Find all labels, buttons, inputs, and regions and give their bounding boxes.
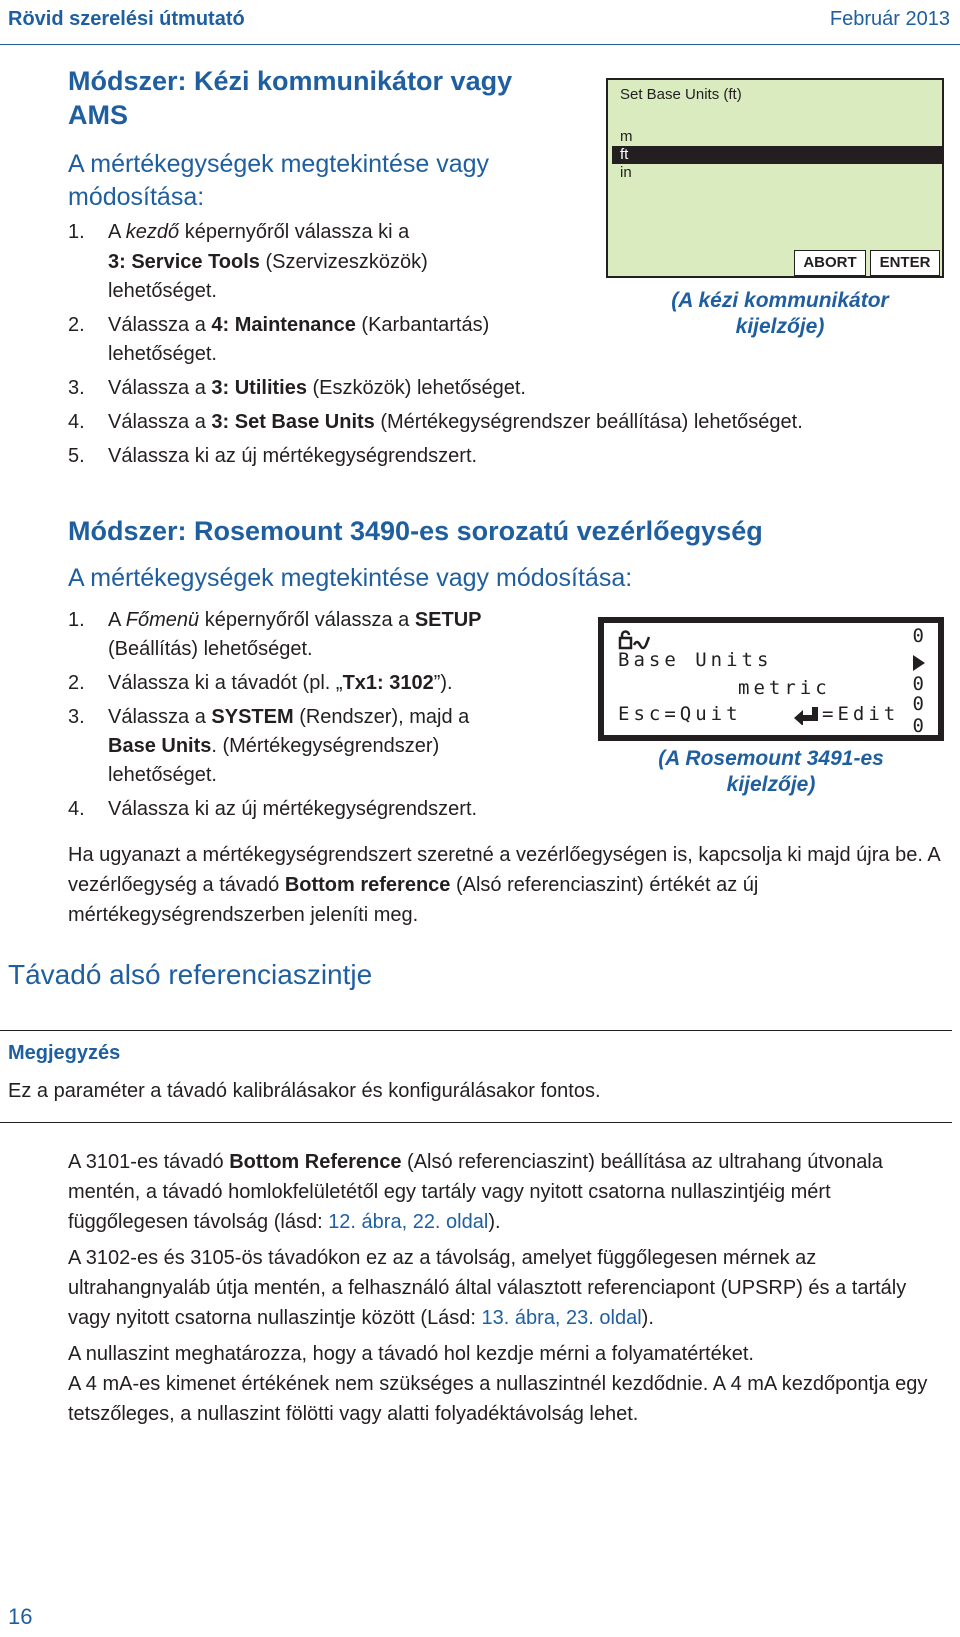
link-fig12[interactable]: 12. ábra, 22. oldal xyxy=(328,1211,489,1233)
edit-key[interactable]: =Edit xyxy=(822,703,900,725)
right-arrow-icon xyxy=(912,655,926,671)
unit-value: metric xyxy=(738,677,831,699)
rosemount-display xyxy=(598,617,944,741)
option-ft-selected[interactable]: ft xyxy=(612,146,942,164)
enter-key-icon xyxy=(794,707,820,725)
note-bottom-divider xyxy=(0,1122,952,1123)
section2-title: Módszer: Rosemount 3490-es sorozatú vezérlőegység xyxy=(68,516,763,546)
section1-steps: 1. A kezdő képernyőről válassza ki a 3: Service Tools (Szervizeszközök) lehetőséget. 2. Válassza a 4: Maintenance (Karbantartás) lehetőséget. 3. Válassza a 3: Utilities (Eszközök) lehetőséget. 4. Válassza a 3: Set Base Units (Mértékegységrendszer beállítása) lehetőséget. 5. Válassza ki az új mértékegységrendszert. xyxy=(68,221,803,467)
paragraph-3102: A 3102-es és 3105-ös távadókon ez az a távolság, amelyet függőlegesen mérnek az ultrahangnyaláb útja mentén, a felhasználó által választott referenciapont (UPSRP) és a tartály vagy nyitott csatorna nullaszintje között (Lásd: 13. ábra, 23. oldal). xyxy=(68,1247,907,1329)
menu-title: Base Units xyxy=(618,649,773,671)
rosemount-caption: (A Rosemount 3491-es kijelzője) xyxy=(658,747,884,796)
running-header-title: Rövid szerelési útmutató xyxy=(8,8,245,30)
line1-value: 0 xyxy=(912,625,928,647)
page-number: 16 xyxy=(8,1604,33,1629)
section2-subtitle: A mértékegységek megtekintése vagy módosítása: xyxy=(68,564,633,592)
note-top-divider xyxy=(0,1030,952,1031)
note-text: Ez a paraméter a távadó kalibrálásakor és konfigurálásakor fontos. xyxy=(8,1080,601,1102)
section2-note-paragraph: Ha ugyanazt a mértékegységrendszert szeretné a vezérlőegységen is, kapcsolja ki majd újra be. A vezérlőegység a távadó Bottom reference (Alsó referenciaszint) értékét az új mértékegységrendszerben jeleníti meg. xyxy=(68,844,940,926)
header-divider xyxy=(0,44,960,45)
section3-title: Távadó alsó referenciaszintje xyxy=(8,959,373,990)
handheld-display xyxy=(606,78,944,278)
enter-button[interactable]: ENTER xyxy=(870,250,940,276)
handheld-title: Set Base Units (ft) xyxy=(620,86,742,103)
paragraph-3101: A 3101-es távadó Bottom Reference (Alsó referenciaszint) beállítása az ultrahang útvonala mentén, a távadó homlokfelületétől egy tartály vagy nyitott csatorna nullaszintjéig mért függőlegesen távolság (lásd: 12. ábra, 22. oldal). xyxy=(68,1151,883,1233)
option-in[interactable]: in xyxy=(620,164,632,181)
line4-value: 0 xyxy=(912,715,928,737)
section1-title: Módszer: Kézi kommunikátor vagy AMS xyxy=(68,66,513,130)
running-header-date: Február 2013 xyxy=(829,8,950,30)
line3b-value: 0 xyxy=(912,693,928,715)
link-fig13[interactable]: 13. ábra, 23. oldal xyxy=(481,1307,642,1329)
esc-quit-key[interactable]: Esc=Quit xyxy=(618,703,742,725)
section2-steps: 1. A Főmenü képernyőről válassza a SETUP (Beállítás) lehetőséget. 2. Válassza ki a távadót (pl. „Tx1: 3102”). 3. Válassza a SYSTEM (Rendszer), majd a Base Units. (Mértékegységrendszer) lehetőséget. 4. Válassza ki az új mértékegységrendszert. xyxy=(68,609,482,820)
handheld-caption: (A kézi kommunikátor kijelzője) xyxy=(671,289,889,338)
option-m[interactable]: m xyxy=(620,128,633,145)
note-label: Megjegyzés xyxy=(8,1042,121,1064)
paragraph-zero-level: A nullaszint meghatározza, hogy a távadó hol kezdje mérni a folyamatértéket. A 4 mA-es kimenet értékének nem szükséges a nullaszintnél kezdődnie. A 4 mA kezdőpontja egy tetszőleges, a nullaszint fölötti vagy alatti folyadéktávolság lehet. xyxy=(68,1343,928,1425)
lock-edit-icon xyxy=(618,629,658,651)
line3-value: 0 xyxy=(912,673,928,695)
section1-subtitle: A mértékegységek megtekintése vagy módosítása: xyxy=(68,150,490,211)
abort-button[interactable]: ABORT xyxy=(794,250,866,276)
